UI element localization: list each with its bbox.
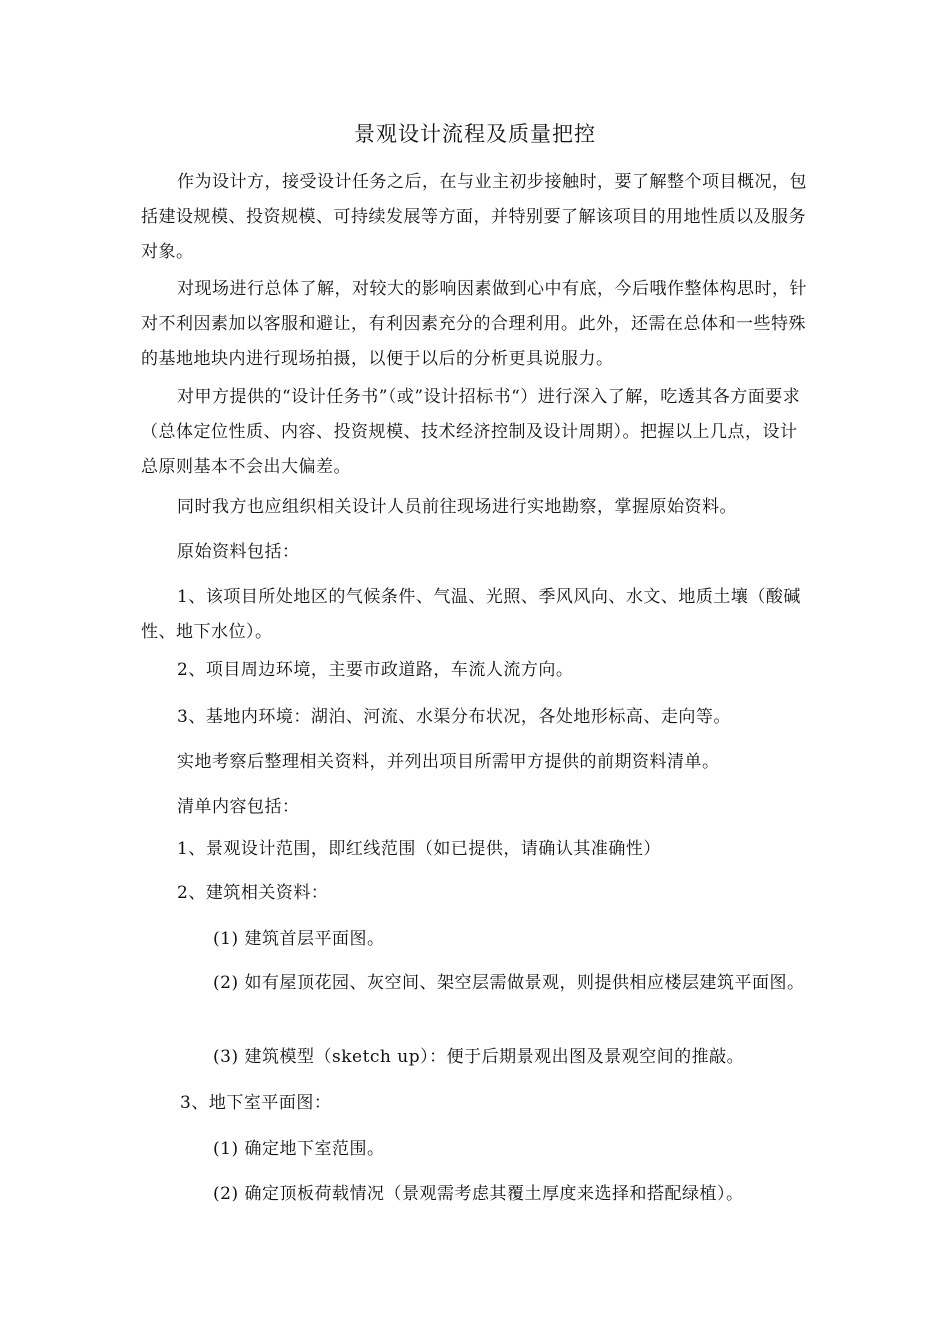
document-title: 景观设计流程及质量把控 [354,122,596,146]
list-item-basement-plan: 3、地下室平面图： [180,1093,332,1113]
paragraph-original-data-heading: 原始资料包括： [177,542,300,562]
paragraph-site-survey: 对现场进行总体了解，对较大的影响因素做到心中有底，今后哦作整体构思时，针对不利因素加以客服和避让，有利因素充分的合理利用。此外，还需在总体和一些特殊的基地地块内进行现场拍摄，以便于以后的分析更具说服力。 [141,279,807,369]
list-item-design-scope: 1、景观设计范围，即红线范围（如已提供，请确认其准确性） [177,839,661,859]
list-item-surroundings: 2、项目周边环境，主要市政道路，车流人流方向。 [177,660,574,680]
paragraph-design-brief: 对甲方提供的“设计任务书”（或”设计招标书“）进行深入了解，吃透其各方面要求（总体定位性质、内容、投资规模、技术经济控制及设计周期）。把握以上几点，设计总原则基本不会出大偏差。 [141,387,801,477]
sub-item-basement-extent: (1) 确定地下室范围。 [213,1139,385,1159]
sub-item-building-model: (3) 建筑模型（sketch up）：便于后期景观出图及景观空间的推敲。 [213,1047,745,1067]
list-item-site-environment: 3、基地内环境：湖泊、河流、水渠分布状况，各处地形标高、走向等。 [177,707,731,727]
paragraph-intro: 作为设计方，接受设计任务之后，在与业主初步接触时，要了解整个项目概况，包括建设规模、投资规模、可持续发展等方面，并特别要了解该项目的用地性质以及服务对象。 [141,172,807,262]
sub-item-roof-garden: (2) 如有屋顶花园、灰空间、架空层需做景观，则提供相应楼层建筑平面图。 [213,973,805,993]
paragraph-field-investigation: 同时我方也应组织相关设计人员前往现场进行实地勘察，掌握原始资料。 [177,497,737,517]
list-item-building-data: 2、建筑相关资料： [177,883,329,903]
sub-item-ground-floor-plan: (1) 建筑首层平面图。 [213,929,385,949]
sub-item-roof-load: (2) 确定顶板荷载情况（景观需考虑其覆土厚度来选择和搭配绿植）。 [213,1184,744,1204]
paragraph-list-heading: 清单内容包括： [177,797,300,817]
list-item-climate: 1、该项目所处地区的气候条件、气温、光照、季风风向、水文、地质土壤（酸碱性、地下水位）。 [141,587,801,642]
paragraph-data-list: 实地考察后整理相关资料，并列出项目所需甲方提供的前期资料清单。 [177,752,720,772]
